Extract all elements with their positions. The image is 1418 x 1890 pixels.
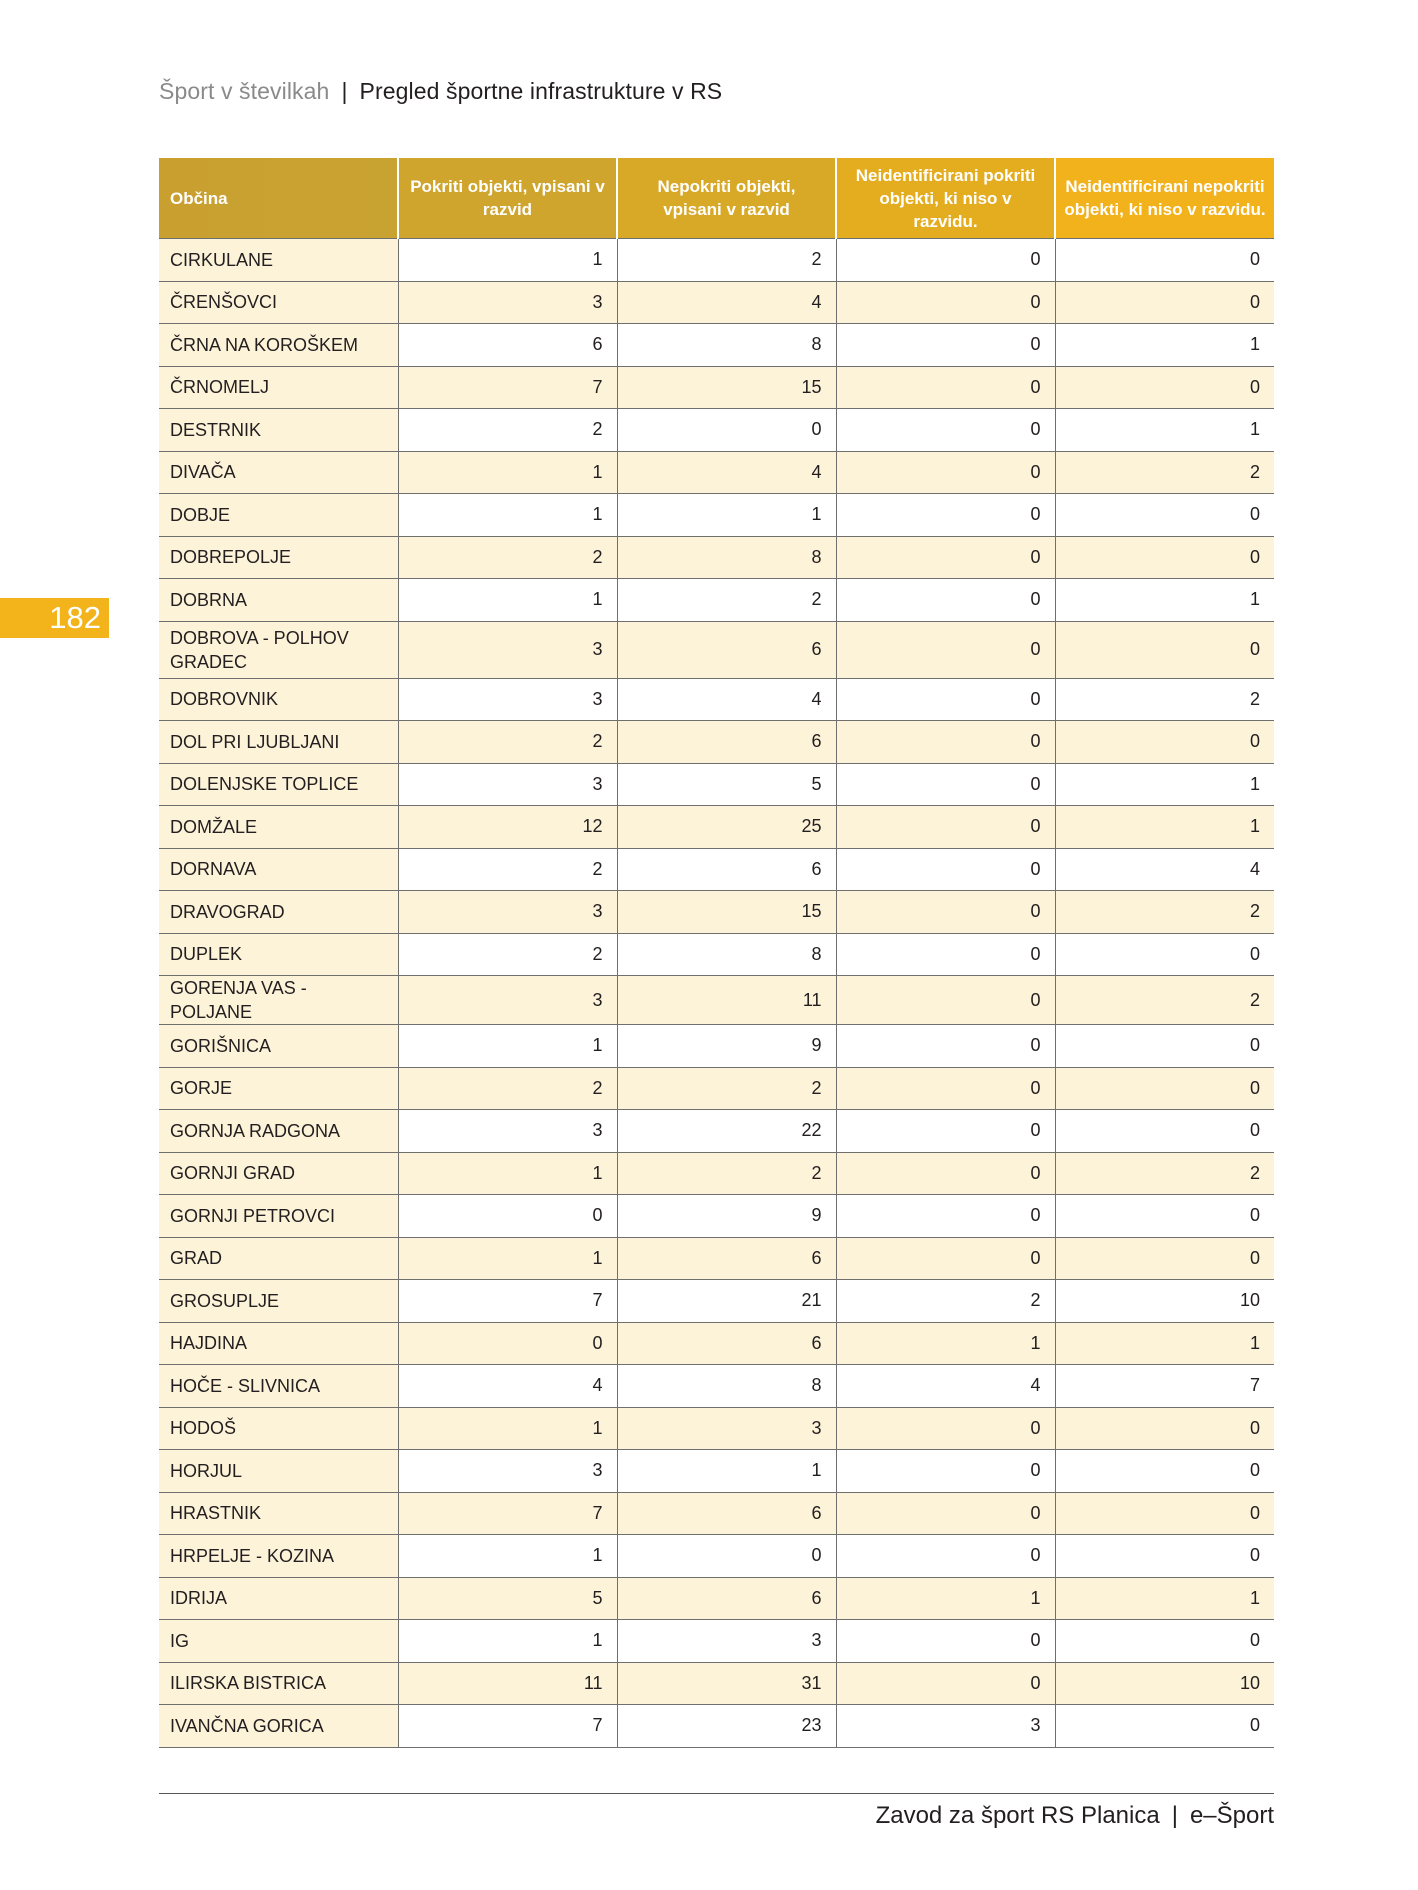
- uncovered-unidentified-cell: 0: [1055, 1450, 1274, 1493]
- municipality-cell: DORNAVA: [159, 848, 398, 891]
- table-row: [159, 1025, 1274, 1068]
- column-header-covered-registered: Pokriti objekti, vpisani v razvid: [398, 158, 617, 239]
- uncovered-registered-cell: 6: [617, 721, 836, 764]
- uncovered-unidentified-cell: 10: [1055, 1662, 1274, 1705]
- covered-unidentified-cell: 0: [836, 1450, 1055, 1493]
- uncovered-unidentified-cell: 0: [1055, 1705, 1274, 1748]
- table-row: [159, 763, 1274, 806]
- uncovered-unidentified-cell: 1: [1055, 409, 1274, 452]
- sports-facilities-table: [159, 158, 1274, 1748]
- uncovered-registered-cell: 11: [617, 976, 836, 1025]
- uncovered-unidentified-cell: 0: [1055, 1067, 1274, 1110]
- municipality-cell: ČRNA NA KOROŠKEM: [159, 324, 398, 367]
- uncovered-registered-cell: 6: [617, 1322, 836, 1365]
- uncovered-unidentified-cell: 1: [1055, 1322, 1274, 1365]
- table-row: [159, 848, 1274, 891]
- table-row: [159, 451, 1274, 494]
- covered-unidentified-cell: 0: [836, 366, 1055, 409]
- table-row: [159, 1067, 1274, 1110]
- covered-registered-cell: 0: [398, 1322, 617, 1365]
- covered-unidentified-cell: 0: [836, 1535, 1055, 1578]
- municipality-cell: GORENJA VAS - POLJANE: [159, 976, 398, 1025]
- covered-unidentified-cell: 0: [836, 1492, 1055, 1535]
- table-row: [159, 678, 1274, 721]
- covered-unidentified-cell: 0: [836, 324, 1055, 367]
- uncovered-registered-cell: 8: [617, 1365, 836, 1408]
- uncovered-unidentified-cell: 0: [1055, 933, 1274, 976]
- covered-registered-cell: 1: [398, 1407, 617, 1450]
- table-row: [159, 1195, 1274, 1238]
- municipality-cell: DOL PRI LJUBLJANI: [159, 721, 398, 764]
- covered-registered-cell: 3: [398, 281, 617, 324]
- table-row: [159, 1662, 1274, 1705]
- uncovered-registered-cell: 6: [617, 848, 836, 891]
- municipality-cell: DOLENJSKE TOPLICE: [159, 763, 398, 806]
- footer-series: e–Šport: [1189, 1802, 1274, 1829]
- header-separator: |: [341, 78, 348, 104]
- covered-registered-cell: 1: [398, 1025, 617, 1068]
- uncovered-registered-cell: 2: [617, 239, 836, 282]
- table-row: [159, 1365, 1274, 1408]
- municipality-cell: DIVAČA: [159, 451, 398, 494]
- uncovered-unidentified-cell: 1: [1055, 806, 1274, 849]
- uncovered-unidentified-cell: 0: [1055, 536, 1274, 579]
- covered-registered-cell: 1: [398, 494, 617, 537]
- covered-registered-cell: 7: [398, 1705, 617, 1748]
- uncovered-registered-cell: 6: [617, 621, 836, 678]
- covered-unidentified-cell: 0: [836, 1152, 1055, 1195]
- table-row: [159, 1535, 1274, 1578]
- covered-registered-cell: 12: [398, 806, 617, 849]
- uncovered-unidentified-cell: 0: [1055, 1535, 1274, 1578]
- uncovered-registered-cell: 8: [617, 933, 836, 976]
- table-row: [159, 579, 1274, 622]
- municipality-cell: DUPLEK: [159, 933, 398, 976]
- covered-unidentified-cell: 2: [836, 1280, 1055, 1323]
- uncovered-registered-cell: 2: [617, 579, 836, 622]
- table-row: [159, 1407, 1274, 1450]
- municipality-cell: HRASTNIK: [159, 1492, 398, 1535]
- column-header-uncovered-registered: Nepokriti objekti, vpisani v razvid: [617, 158, 836, 239]
- uncovered-registered-cell: 6: [617, 1492, 836, 1535]
- column-header-uncovered-unidentified: Neidentificirani nepokriti objekti, ki niso v razvidu.: [1055, 158, 1274, 239]
- uncovered-registered-cell: 5: [617, 763, 836, 806]
- covered-registered-cell: 3: [398, 678, 617, 721]
- chapter-title: Pregled športne infrastrukture v RS: [359, 78, 723, 104]
- table-row: [159, 621, 1274, 678]
- covered-registered-cell: 3: [398, 621, 617, 678]
- municipality-cell: GORNJI GRAD: [159, 1152, 398, 1195]
- municipality-cell: DRAVOGRAD: [159, 891, 398, 934]
- covered-unidentified-cell: 0: [836, 1195, 1055, 1238]
- uncovered-registered-cell: 2: [617, 1152, 836, 1195]
- table-row: [159, 933, 1274, 976]
- municipality-cell: GORNJA RADGONA: [159, 1110, 398, 1153]
- covered-registered-cell: 7: [398, 366, 617, 409]
- municipality-cell: HORJUL: [159, 1450, 398, 1493]
- table-row: [159, 1322, 1274, 1365]
- uncovered-unidentified-cell: 0: [1055, 1492, 1274, 1535]
- covered-unidentified-cell: 4: [836, 1365, 1055, 1408]
- uncovered-unidentified-cell: 1: [1055, 763, 1274, 806]
- covered-registered-cell: 11: [398, 1662, 617, 1705]
- uncovered-registered-cell: 8: [617, 536, 836, 579]
- covered-unidentified-cell: 0: [836, 1025, 1055, 1068]
- uncovered-unidentified-cell: 0: [1055, 621, 1274, 678]
- table-row: [159, 1492, 1274, 1535]
- covered-unidentified-cell: 0: [836, 806, 1055, 849]
- covered-registered-cell: 3: [398, 1450, 617, 1493]
- municipality-cell: GORJE: [159, 1067, 398, 1110]
- covered-registered-cell: 1: [398, 1535, 617, 1578]
- uncovered-unidentified-cell: 2: [1055, 451, 1274, 494]
- municipality-cell: ILIRSKA BISTRICA: [159, 1662, 398, 1705]
- uncovered-registered-cell: 9: [617, 1195, 836, 1238]
- municipality-cell: GRAD: [159, 1237, 398, 1280]
- covered-registered-cell: 7: [398, 1280, 617, 1323]
- covered-registered-cell: 2: [398, 409, 617, 452]
- covered-unidentified-cell: 0: [836, 1407, 1055, 1450]
- column-header-covered-unidentified: Neidentificirani pokriti objekti, ki niso v razvidu.: [836, 158, 1055, 239]
- table-row: [159, 1280, 1274, 1323]
- covered-unidentified-cell: 0: [836, 1067, 1055, 1110]
- footer-separator: |: [1171, 1802, 1178, 1829]
- uncovered-unidentified-cell: 0: [1055, 1620, 1274, 1663]
- table-row: [159, 324, 1274, 367]
- municipality-cell: ČRENŠOVCI: [159, 281, 398, 324]
- covered-unidentified-cell: 0: [836, 763, 1055, 806]
- uncovered-registered-cell: 23: [617, 1705, 836, 1748]
- uncovered-registered-cell: 6: [617, 1237, 836, 1280]
- table-row: [159, 494, 1274, 537]
- covered-unidentified-cell: 0: [836, 891, 1055, 934]
- uncovered-unidentified-cell: 0: [1055, 239, 1274, 282]
- footer-divider: [159, 1793, 1274, 1794]
- uncovered-registered-cell: 0: [617, 1535, 836, 1578]
- covered-unidentified-cell: 0: [836, 721, 1055, 764]
- uncovered-registered-cell: 6: [617, 1577, 836, 1620]
- uncovered-registered-cell: 0: [617, 409, 836, 452]
- uncovered-unidentified-cell: 0: [1055, 281, 1274, 324]
- table-row: [159, 1237, 1274, 1280]
- municipality-cell: HODOŠ: [159, 1407, 398, 1450]
- municipality-cell: DOMŽALE: [159, 806, 398, 849]
- uncovered-registered-cell: 15: [617, 891, 836, 934]
- covered-registered-cell: 3: [398, 1110, 617, 1153]
- uncovered-unidentified-cell: 0: [1055, 1195, 1274, 1238]
- uncovered-unidentified-cell: 7: [1055, 1365, 1274, 1408]
- covered-registered-cell: 1: [398, 1152, 617, 1195]
- covered-registered-cell: 1: [398, 1237, 617, 1280]
- covered-registered-cell: 2: [398, 848, 617, 891]
- covered-unidentified-cell: 0: [836, 678, 1055, 721]
- covered-unidentified-cell: 1: [836, 1322, 1055, 1365]
- covered-unidentified-cell: 0: [836, 451, 1055, 494]
- uncovered-registered-cell: 31: [617, 1662, 836, 1705]
- covered-unidentified-cell: 0: [836, 1237, 1055, 1280]
- covered-registered-cell: 2: [398, 1067, 617, 1110]
- covered-registered-cell: 1: [398, 579, 617, 622]
- municipality-cell: HOČE - SLIVNICA: [159, 1365, 398, 1408]
- covered-registered-cell: 1: [398, 239, 617, 282]
- page-number-tab: [0, 598, 109, 638]
- uncovered-registered-cell: 15: [617, 366, 836, 409]
- covered-registered-cell: 0: [398, 1195, 617, 1238]
- covered-registered-cell: 1: [398, 1620, 617, 1663]
- municipality-cell: HRPELJE - KOZINA: [159, 1535, 398, 1578]
- covered-registered-cell: 3: [398, 976, 617, 1025]
- uncovered-registered-cell: 4: [617, 281, 836, 324]
- municipality-cell: DOBREPOLJE: [159, 536, 398, 579]
- covered-registered-cell: 6: [398, 324, 617, 367]
- uncovered-unidentified-cell: 2: [1055, 1152, 1274, 1195]
- covered-unidentified-cell: 0: [836, 1110, 1055, 1153]
- municipality-cell: IVANČNA GORICA: [159, 1705, 398, 1748]
- table-row: [159, 366, 1274, 409]
- table-row: [159, 239, 1274, 282]
- covered-unidentified-cell: 0: [836, 621, 1055, 678]
- uncovered-registered-cell: 22: [617, 1110, 836, 1153]
- table-row: [159, 1705, 1274, 1748]
- covered-unidentified-cell: 0: [836, 848, 1055, 891]
- publication-title: Šport v številkah: [159, 78, 330, 104]
- covered-unidentified-cell: 0: [836, 976, 1055, 1025]
- covered-registered-cell: 2: [398, 933, 617, 976]
- municipality-cell: DOBROVA - POLHOV GRADEC: [159, 621, 398, 678]
- table-row: [159, 281, 1274, 324]
- covered-unidentified-cell: 1: [836, 1577, 1055, 1620]
- uncovered-registered-cell: 25: [617, 806, 836, 849]
- table-row: [159, 1620, 1274, 1663]
- uncovered-registered-cell: 21: [617, 1280, 836, 1323]
- covered-unidentified-cell: 0: [836, 281, 1055, 324]
- uncovered-unidentified-cell: 2: [1055, 891, 1274, 934]
- municipality-cell: DOBROVNIK: [159, 678, 398, 721]
- covered-unidentified-cell: 0: [836, 239, 1055, 282]
- uncovered-unidentified-cell: 0: [1055, 1237, 1274, 1280]
- uncovered-registered-cell: 1: [617, 494, 836, 537]
- uncovered-unidentified-cell: 1: [1055, 324, 1274, 367]
- uncovered-unidentified-cell: 10: [1055, 1280, 1274, 1323]
- table-header-row: [159, 158, 1274, 239]
- municipality-cell: GORNJI PETROVCI: [159, 1195, 398, 1238]
- covered-unidentified-cell: 3: [836, 1705, 1055, 1748]
- table-row: [159, 891, 1274, 934]
- covered-unidentified-cell: 0: [836, 1620, 1055, 1663]
- uncovered-registered-cell: 4: [617, 678, 836, 721]
- covered-unidentified-cell: 0: [836, 536, 1055, 579]
- covered-unidentified-cell: 0: [836, 494, 1055, 537]
- covered-registered-cell: 5: [398, 1577, 617, 1620]
- table-row: [159, 1450, 1274, 1493]
- covered-unidentified-cell: 0: [836, 579, 1055, 622]
- municipality-cell: DESTRNIK: [159, 409, 398, 452]
- covered-unidentified-cell: 0: [836, 933, 1055, 976]
- covered-registered-cell: 3: [398, 763, 617, 806]
- uncovered-unidentified-cell: 1: [1055, 1577, 1274, 1620]
- municipality-cell: HAJDINA: [159, 1322, 398, 1365]
- covered-registered-cell: 7: [398, 1492, 617, 1535]
- uncovered-unidentified-cell: 1: [1055, 579, 1274, 622]
- municipality-cell: IDRIJA: [159, 1577, 398, 1620]
- uncovered-unidentified-cell: 0: [1055, 721, 1274, 764]
- uncovered-unidentified-cell: 2: [1055, 678, 1274, 721]
- municipality-cell: IG: [159, 1620, 398, 1663]
- uncovered-registered-cell: 1: [617, 1450, 836, 1493]
- municipality-cell: DOBRNA: [159, 579, 398, 622]
- uncovered-unidentified-cell: 0: [1055, 1110, 1274, 1153]
- covered-registered-cell: 2: [398, 536, 617, 579]
- covered-unidentified-cell: 0: [836, 409, 1055, 452]
- table-body: [159, 239, 1274, 1748]
- table-row: [159, 536, 1274, 579]
- covered-unidentified-cell: 0: [836, 1662, 1055, 1705]
- table-row: [159, 1577, 1274, 1620]
- uncovered-unidentified-cell: 0: [1055, 494, 1274, 537]
- uncovered-registered-cell: 2: [617, 1067, 836, 1110]
- table-row: [159, 721, 1274, 764]
- municipality-cell: GORIŠNICA: [159, 1025, 398, 1068]
- municipality-cell: ČRNOMELJ: [159, 366, 398, 409]
- running-header: [159, 78, 722, 105]
- table-row: [159, 806, 1274, 849]
- uncovered-registered-cell: 3: [617, 1407, 836, 1450]
- uncovered-registered-cell: 4: [617, 451, 836, 494]
- uncovered-unidentified-cell: 4: [1055, 848, 1274, 891]
- uncovered-unidentified-cell: 0: [1055, 1407, 1274, 1450]
- uncovered-registered-cell: 3: [617, 1620, 836, 1663]
- covered-registered-cell: 3: [398, 891, 617, 934]
- municipality-cell: GROSUPLJE: [159, 1280, 398, 1323]
- uncovered-registered-cell: 9: [617, 1025, 836, 1068]
- uncovered-unidentified-cell: 2: [1055, 976, 1274, 1025]
- covered-registered-cell: 4: [398, 1365, 617, 1408]
- table-row: [159, 976, 1274, 1025]
- uncovered-registered-cell: 8: [617, 324, 836, 367]
- column-header-municipality: Občina: [159, 158, 398, 239]
- table-row: [159, 409, 1274, 452]
- table-row: [159, 1110, 1274, 1153]
- running-footer: [876, 1802, 1274, 1830]
- covered-registered-cell: 2: [398, 721, 617, 764]
- municipality-cell: DOBJE: [159, 494, 398, 537]
- table-row: [159, 1152, 1274, 1195]
- uncovered-unidentified-cell: 0: [1055, 366, 1274, 409]
- uncovered-unidentified-cell: 0: [1055, 1025, 1274, 1068]
- municipality-cell: CIRKULANE: [159, 239, 398, 282]
- footer-publisher: Zavod za šport RS Planica: [875, 1802, 1160, 1829]
- page-number: 182: [49, 600, 101, 635]
- covered-registered-cell: 1: [398, 451, 617, 494]
